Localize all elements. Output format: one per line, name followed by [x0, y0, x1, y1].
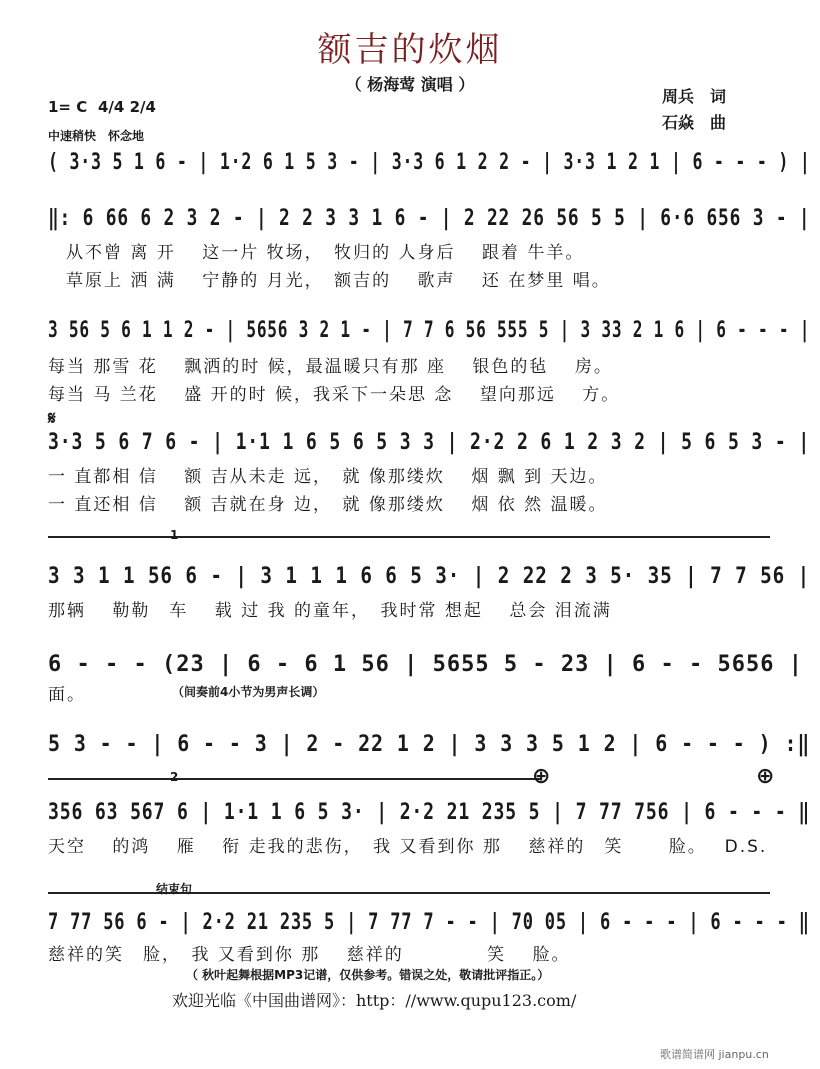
lyric-line: 天空 的鸿 雁 衔 走我的悲伤， 我 又看到你 那 慈祥的 笑 脸。 D.S. — [48, 837, 768, 857]
composer-credit: 石焱 曲 — [662, 113, 727, 132]
notation-line: 5 3 - - | 6 - - 3 | 2 - 22 1 2 | 3 3 3 5 1 2 | 6 - - - ) :‖ — [48, 732, 811, 757]
notation-line: ‖: 6 66 6 2 3 2 - | 2 2 3 3 1 6 - | 2 22 26 56 5 5 | 6·6 656 3 - | — [48, 206, 811, 231]
volta-2-bracket — [48, 778, 540, 780]
tempo-marking: 中速稍快 怀念地 — [48, 129, 145, 143]
lyric-line: 一 直都相 信 额 吉从未走 远， 就 像那缕炊 烟 飘 到 天边。 — [48, 467, 608, 487]
notation-line: 7 77 56 6 - | 2·2 21 235 5 | 7 77 7 - - | 70 05 | 6 - - - | 6 - - - ‖ — [48, 910, 810, 935]
lyric-line: 面。 — [48, 685, 86, 705]
coda-sign: ⊕ — [532, 764, 551, 789]
song-subtitle: （ 杨海莺 演唱 ） — [345, 75, 475, 94]
transcription-note: （ 秋叶起舞根据MP3记谱，仅供参考。错误之处，敬请批评指正。） — [186, 968, 550, 982]
lyric-line: 那辆 勒勒 车 载 过 我 的童年， 我时常 想起 总会 泪流满 — [48, 601, 612, 621]
lyric-line: 一 直还相 信 额 吉就在身 边， 就 像那缕炊 烟 依 然 温暖。 — [48, 495, 608, 515]
ending-label: 结束句 — [156, 882, 193, 896]
lyric-line: 从不曾 离 开 这一片 牧场， 牧归的 人身后 跟着 牛羊。 — [66, 243, 585, 263]
song-title: 额吉的炊烟 — [317, 30, 503, 70]
time-signature: 4/4 2/4 — [98, 98, 156, 116]
interlude-note: （间奏前4小节为男声长调） — [172, 685, 325, 699]
volta-2-label: 2 — [170, 770, 179, 784]
notation-line: ( 3·3 5 1 6 - | 1·2 6 1 5 3 - | 3·3 6 1 2 2 - | 3·3 1 2 1 | 6 - - - ) | — [48, 150, 811, 175]
lyric-line: 草原上 洒 满 宁静的 月光， 额吉的 歌声 还 在梦里 唱。 — [66, 271, 611, 291]
notation-line: 3 56 5 6 1 1 2 - | 5656 3 2 1 - | 7 7 6 56 555 5 | 3 33 2 1 6 | 6 - - - | — [48, 318, 811, 343]
notation-line: 6 - - - (23 | 6 - 6 1 56 | 5655 5 - 23 | 6 - - 5656 | — [48, 652, 803, 677]
segno-sign: 𝄋 — [48, 408, 56, 429]
notation-line: 356 63 567 6 | 1·1 1 6 5 3· | 2·2 21 235 5 | 7 77 756 | 6 - - - ‖ — [48, 800, 811, 825]
lyric-line: 每当 那雪 花 飘洒的时 候，最温暖只有那 座 银色的毡 房。 — [48, 357, 613, 377]
lyric-line: 每当 马 兰花 盛 开的时 候，我采下一朵思 念 望向那远 方。 — [48, 385, 621, 405]
lyric-line: 慈祥的笑 脸， 我 又看到你 那 慈祥的 笑 脸。 — [48, 945, 571, 965]
watermark: 歌谱简谱网 jianpu.cn — [660, 1048, 769, 1061]
notation-line: 3·3 5 6 7 6 - | 1·1 1 6 5 6 5 3 3 | 2·2 2 6 1 2 3 2 | 5 6 5 3 - | — [48, 430, 811, 455]
notation-line: 3 3 1 1 56 6 - | 3 1 1 1 6 6 5 3· | 2 22 2 3 5· 35 | 7 7 56 | — [48, 564, 811, 589]
key-signature: 1= C — [48, 98, 88, 116]
website-welcome: 欢迎光临《中国曲谱网》：http：//www.qupu123.com/ — [172, 991, 577, 1010]
coda-sign: ⊕ — [756, 764, 775, 789]
volta-1-bracket — [48, 536, 770, 538]
volta-1-label: 1 — [170, 528, 179, 542]
lyricist-credit: 周兵 词 — [662, 87, 727, 106]
